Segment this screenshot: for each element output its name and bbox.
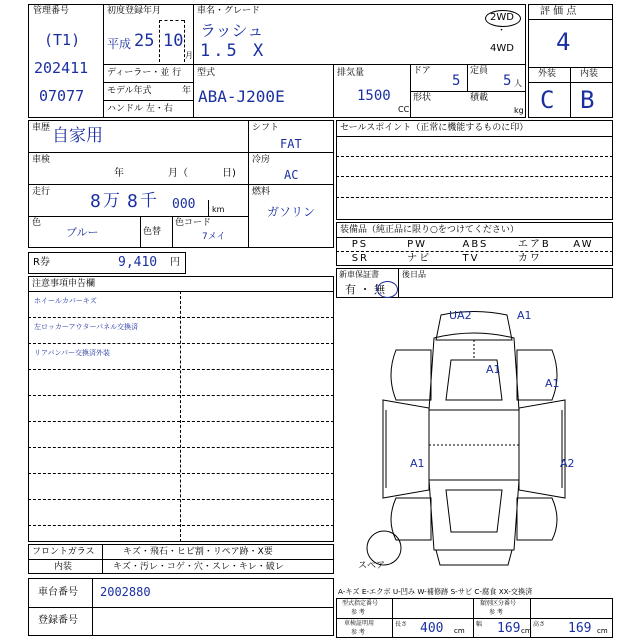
notes-divider [28,499,334,500]
damage-left-side: A1 [410,457,425,470]
dims-height: 169 [568,621,592,636]
mileage-rest: 000 [172,197,196,212]
drive-4wd: 4WD [490,43,514,54]
car-label: 車名・グレード [197,6,261,16]
equipment-row2-item-4: カワ [517,253,542,264]
mileage-d2: 8 [127,191,138,212]
usage-value: 自家用 [52,126,103,146]
r-ticket-label: R券 [33,257,50,268]
mgmt-line2: 07077 [39,87,85,105]
notes-divider [28,343,334,344]
notes-divider [28,421,334,422]
notes-divider [28,525,334,526]
notes-divider [28,473,334,474]
color-value: ブルー [66,226,99,239]
load-label: 積載 [470,93,489,103]
model-year-label: モデル年式 [107,86,152,96]
dims-height-unit: cm [597,627,608,635]
sales-point-label: セールスポイント（正常に機能するものに印） [340,123,529,133]
model-year-unit: 年 [182,86,192,96]
dims-cat-label: 類別区分番号 [480,600,517,607]
score-ext: C [540,86,555,114]
dims-type-label: 型式指定番号 [342,600,379,607]
note-item-3: リアバンパー交換済外装 [34,349,110,357]
reg-label: 初度登録年月 [107,6,162,16]
front-glass-label: フロントガラス [32,547,95,557]
car-grade: 1.5 X [200,41,267,61]
equipment-row1-item-4: エアB [517,239,551,250]
equipment-row2-item-2: ナビ [407,253,432,264]
inspection-month: 月（ [168,168,188,179]
inspection-day: 日) [222,168,236,179]
equipment-label: 装備品（純正品に限り○をつけてください） [340,225,519,235]
score-label: 評 価 点 [540,6,577,17]
dealer-label: ディーラー・並 行 [107,68,182,78]
dims-width-label: 幅 [476,621,483,628]
usage-label: 車歴 [32,123,51,133]
load-unit: kg [514,106,524,115]
front-glass-text: キズ・飛石・ヒビ割・リペア跡・X要 [123,547,273,557]
notes-box [28,276,334,542]
dims-height-label: 高さ [533,621,546,628]
chassis-value: 2002880 [100,585,151,599]
shift-value: FAT [280,137,302,151]
fuel-label: 燃料 [252,187,271,197]
car-diagram [336,300,613,580]
equipment-row1-item-3: ABS [462,239,489,250]
capacity-value: 5 [503,73,512,89]
equipment-row2-item-1: SR [351,253,369,264]
dims-width: 169 [497,621,521,636]
chassis-label: 車台番号 [38,587,78,598]
reg-month: 10 [163,31,184,51]
dims-length: 400 [420,621,444,636]
drive-2wd: 2WD [490,12,514,23]
reg-month-unit: 月 [185,51,193,60]
model-label: 型式 [197,68,216,78]
dims-cert-label: 車検証明用 [344,620,375,627]
fuel-value: ガソリン [267,205,316,219]
displacement-unit: CC [398,105,410,114]
damage-spare: スペア [358,561,386,571]
damage-right-side: A2 [560,457,575,470]
dims-cat-sub: 参 考 [489,609,503,616]
damage-right-front: A1 [545,377,560,390]
score-value: 4 [556,28,571,56]
legend-text: A-キズ E-エクボ U-凹み W-補修跡 S-サビ C-腐食 XX-交換済 [338,587,533,596]
note-item-1: ホイールカバーキズ [34,297,97,305]
warranty-value: 有 ・ 無 [345,283,385,296]
mileage-label: 走行 [32,187,51,197]
dims-length-unit: cm [454,627,465,635]
score-ext-label: 外装 [538,69,557,79]
warranty-label: 新車保証書 [339,270,379,279]
interior-text: キズ・汚レ・コゲ・穴・スレ・キレ・破レ [113,562,284,572]
notes-divider [28,317,334,318]
score-int-label: 内装 [580,69,599,79]
notes-divider [28,395,334,396]
equipment-row1-item-1: PS [351,239,369,250]
r-ticket-unit: 円 [170,257,180,268]
dims-length-label: 長さ [395,621,408,628]
door-value: 5 [452,73,461,89]
color-code-label: 色コード [175,218,212,228]
ac-value: AC [284,168,299,182]
dims-type-sub: 参 考 [351,609,365,616]
mgmt-line1: 202411 [34,59,89,77]
mileage-d1: 8 [90,191,101,212]
score-int: B [580,86,595,114]
displacement-value: 1500 [357,88,391,104]
capacity-unit: 人 [514,79,522,88]
capacity-label: 定員 [470,66,489,76]
notes-label: 注意事項申告欄 [32,279,96,289]
registration-label: 登録番号 [38,615,78,626]
r-ticket-box [28,252,186,274]
mgmt-label: 管理番号 [33,6,70,16]
damage-front-right: A1 [517,309,532,322]
equipment-row1-item-2: PW [407,239,428,250]
damage-hood: A1 [486,363,501,376]
mileage-man: 万 [103,191,120,211]
notes-divider [28,447,334,448]
inspection-year: 年 [114,168,124,179]
sales-point-box [336,120,613,220]
door-label: ドア [413,66,431,76]
color-plain-label: 色替 [143,227,162,237]
dims-cert-sub: 参 考 [351,629,365,636]
warranty-none-circle [377,281,398,298]
car-name: ラッシュ [200,21,264,40]
handle-label: ハンドル 左・右 [107,104,173,114]
notes-divider [28,369,334,370]
reg-year: 25 [134,31,155,51]
color-code: 7メイ [202,232,226,242]
ac-label: 冷房 [252,155,271,165]
note-item-2: 左ロッカーアウターパネル交換済 [34,323,139,331]
warranty-later-label: 後日品 [402,270,426,279]
equipment-row1-item-5: AW [573,239,594,250]
inspection-label: 車検 [32,155,51,165]
damage-front-left: UA2 [449,309,472,322]
dims-width-unit: cm [521,627,532,635]
model-value: ABA-J200E [198,87,285,106]
mgmt-code: (T1) [44,31,81,49]
color-label: 色 [32,218,42,228]
drive-dot: ・ [497,26,507,36]
interior-label: 内装 [54,562,73,572]
displacement-label: 排気量 [337,68,365,78]
mileage-sen: 千 [140,191,157,211]
equipment-row2-item-3: TV [462,253,480,264]
shape-label: 形状 [413,93,432,103]
mileage-unit: km [212,205,225,214]
shift-label: シフト [252,123,280,133]
reg-era: 平成 [107,37,132,51]
r-ticket-value: 9,410 [118,255,158,270]
